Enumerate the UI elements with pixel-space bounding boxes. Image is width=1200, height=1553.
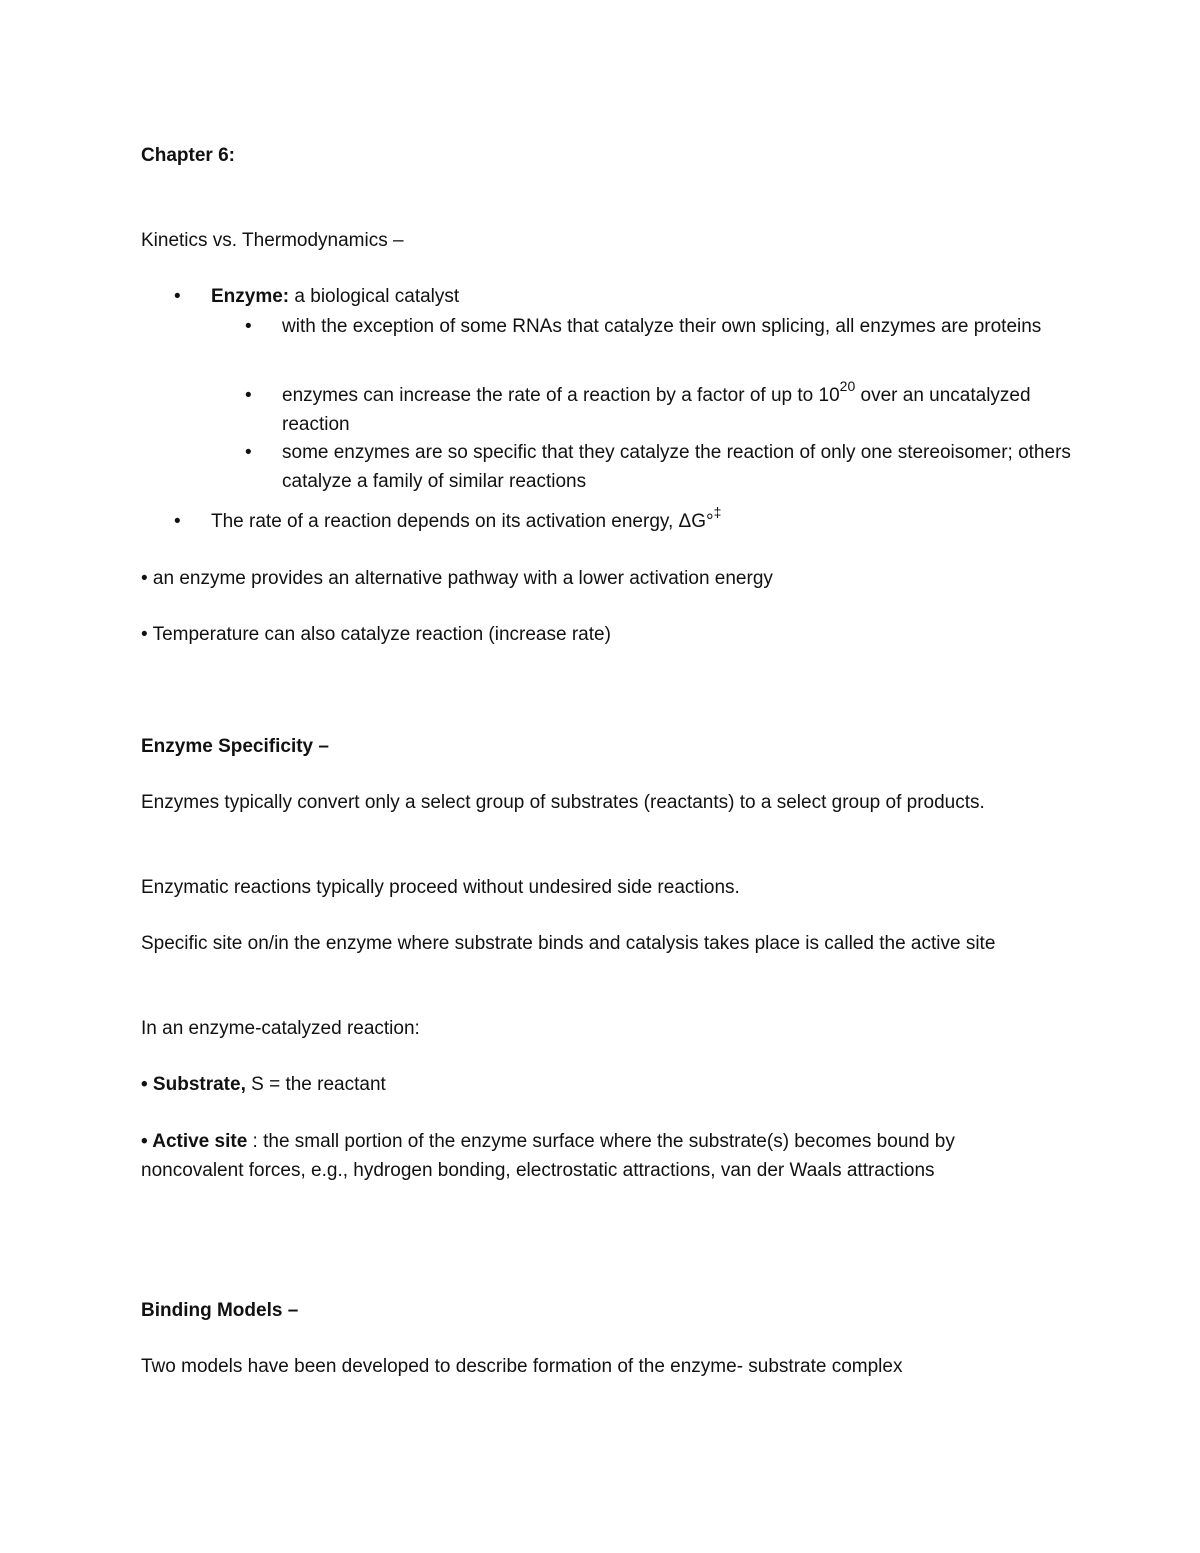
substrate-text: S = the reactant (245, 1074, 386, 1095)
sub-bullet-text: enzymes can increase the rate of a reaction by a factor of up to 10 (282, 385, 840, 406)
active-site-term: • Active site (141, 1131, 248, 1152)
active-site-text: : the small portion of the enzyme surface where the substrate(s) becomes bound by noncovalent forces, e.g., hydrogen bonding, electrostatic attractions, van der Waals attractions (141, 1131, 955, 1181)
kinetics-heading: Kinetics vs. Thermodynamics – (141, 230, 404, 251)
bullet-activation-energy (141, 503, 1061, 537)
rate-text: The rate of a reaction depends on its activation energy, ΔG° (211, 511, 714, 532)
enzyme-definition: a biological catalyst (289, 286, 460, 307)
enzyme-term: Enzyme: (211, 286, 290, 307)
active-site-line (141, 1128, 1051, 1185)
bullet-icon: • (245, 442, 252, 463)
bullet-icon: • (174, 286, 181, 307)
substrate-line (141, 1071, 1061, 1100)
sub-bullet-rate-factor (141, 377, 1081, 439)
sub-bullet-text-after: over an uncatalyzed reaction (282, 385, 1031, 435)
bullet-icon: • (245, 316, 252, 337)
sub-bullet-text: some enzymes are so specific that they catalyze the reaction of only one stereoisomer; others catalyze a family of similar reactions (282, 442, 1071, 492)
specificity-heading: Enzyme Specificity – (141, 736, 329, 757)
double-dagger: ‡ (713, 503, 722, 520)
specificity-paragraph-3: Specific site on/in the enzyme where substrate binds and catalysis takes place is called the active site (141, 933, 996, 954)
binding-paragraph-1: Two models have been developed to describe formation of the enzyme- substrate complex (141, 1356, 903, 1377)
sub-bullet-stereoisomer (141, 439, 1081, 496)
chapter-title: Chapter 6: (141, 145, 235, 166)
binding-heading: Binding Models – (141, 1300, 299, 1321)
specificity-paragraph-4: In an enzyme-catalyzed reaction: (141, 1018, 420, 1039)
sub-bullet-rnas (141, 313, 1081, 342)
bullet-icon: • (245, 385, 252, 406)
temperature-line: • Temperature can also catalyze reaction (increase rate) (141, 624, 611, 645)
pathway-line: • an enzyme provides an alternative pathway with a lower activation energy (141, 568, 773, 589)
sub-bullet-text: with the exception of some RNAs that catalyze their own splicing, all enzymes are proteins (282, 316, 1042, 337)
bullet-enzyme (141, 283, 1061, 312)
substrate-term: • Substrate, (141, 1074, 246, 1095)
specificity-paragraph-1: Enzymes typically convert only a select group of substrates (reactants) to a select group of products. (141, 792, 985, 813)
bullet-icon: • (174, 511, 181, 532)
specificity-paragraph-2: Enzymatic reactions typically proceed without undesired side reactions. (141, 877, 740, 898)
exponent: 20 (839, 377, 856, 394)
